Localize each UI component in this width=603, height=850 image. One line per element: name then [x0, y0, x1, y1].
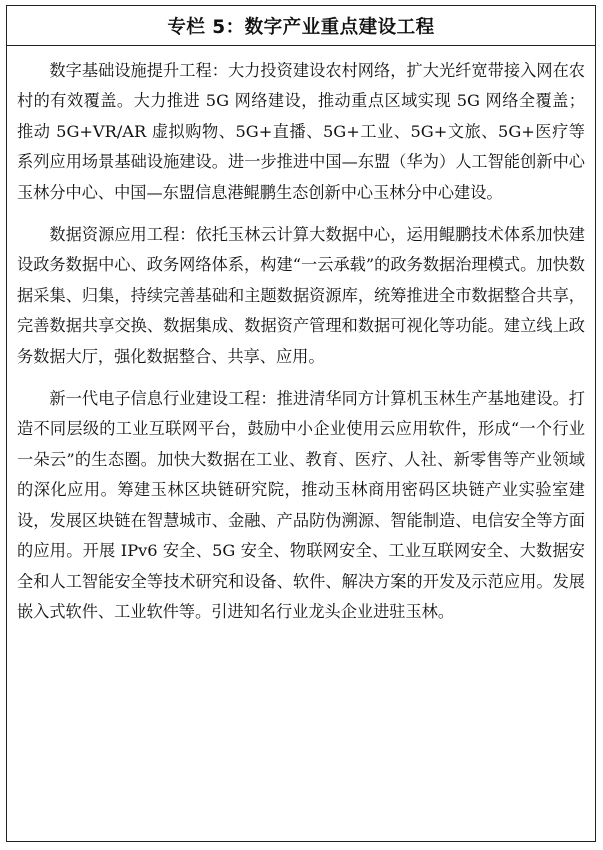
box-content	[7, 46, 595, 627]
box-header	[7, 6, 595, 46]
box-title: 专栏 5：数字产业重点建设工程	[167, 16, 435, 38]
paragraph-electronic-information: 新一代电子信息行业建设工程：推进清华同方计算机玉林生产基地建设。打造不同层级的工业互联网平台，鼓励中小企业使用云应用软件，形成“一个行业一朵云”的生态圈。加快大数据在工业、教育、医疗、人社、新零售等产业领域的深化应用。筹建玉林区块链研究院，推动玉林商用密码区块链产业实验室建设，发展区块链在智慧城市、金融、产品防伪溯源、智能制造、电信安全等方面的应用。开展 IPv6 安全、5G 安全、物联网安全、工业互联网安全、大数据安全和人工智能安全等技术研究和设备、软件、解决方案的开发及示范应用。发展嵌入式软件、工业软件等。引进知名行业龙头企业进驻玉林。	[17, 389, 585, 621]
feature-box	[6, 5, 596, 842]
paragraph-data-resources: 数据资源应用工程：依托玉林云计算大数据中心，运用鲲鹏技术体系加快建设政务数据中心、政务网络体系，构建“一云承载”的政务数据治理模式。加快数据采集、归集，持续完善基础和主题数据资源库，统筹推进全市数据整合共享，完善数据共享交换、数据集成、数据资产管理和数据可视化等功能。建立线上政务数据大厅，强化数据整合、共享、应用。	[17, 225, 585, 366]
paragraph-digital-infrastructure: 数字基础设施提升工程：大力投资建设农村网络，扩大光纤宽带接入网在农村的有效覆盖。大力推进 5G 网络建设，推动重点区域实现 5G 网络全覆盖；推动 5G+VR/AR 虚拟购物、5G+直播、5G+工业、5G+文旅、5G+医疗等系列应用场景基础设施建设。进一步推进中国—东盟（华为）人工智能创新中心玉林分中心、中国—东盟信息港鲲鹏生态创新中心玉林分中心建设。	[17, 61, 585, 202]
